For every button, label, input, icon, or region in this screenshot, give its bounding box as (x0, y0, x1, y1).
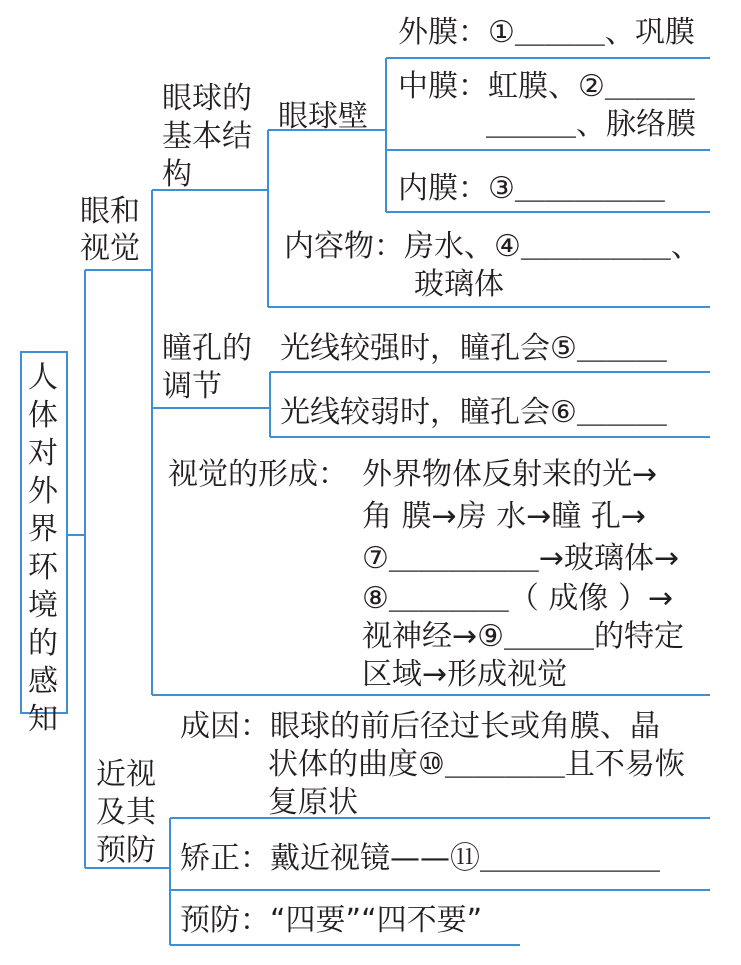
structure-label-2: 基本结 (162, 119, 252, 154)
formation-line: ⑧＿＿＿＿（ 成像 ）→ (362, 581, 674, 616)
structure-label-1: 眼球的 (162, 81, 252, 116)
formation-line: 视神经→⑨＿＿＿的特定 (362, 619, 685, 654)
root-char: 环 (28, 550, 58, 585)
wall-middle-1: 中膜：虹膜、②＿＿＿ (398, 69, 695, 104)
pupil-strong: 光线较强时，瞳孔会⑤＿＿＿ (280, 331, 667, 366)
myopia-cause-1: 成因：眼球的前后径过长或角膜、晶 (180, 709, 660, 744)
pupil-weak: 光线较弱时，瞳孔会⑥＿＿＿ (280, 395, 667, 430)
myopia-correction: 矫正：戴近视镜——⑪＿＿＿＿＿＿ (180, 841, 660, 876)
pupil-label-1: 瞳孔的 (162, 331, 252, 366)
wall-label: 眼球壁 (278, 99, 368, 134)
wall-outer: 外膜：①＿＿＿、巩膜 (398, 15, 695, 50)
myopia-label-3: 预防 (96, 833, 156, 868)
eye-vision-label-2: 视觉 (80, 231, 140, 266)
wall-middle-2: ＿＿＿、脉络膜 (486, 107, 696, 142)
root-char: 对 (28, 436, 58, 471)
myopia-cause-3: 复原状 (268, 785, 358, 820)
myopia-prevention: 预防：“四要”“四不要” (180, 903, 483, 938)
formation-line: ⑦＿＿＿＿＿→玻璃体→ (362, 541, 680, 576)
eye-vision-label-1: 眼和 (80, 194, 140, 229)
structure-label-3: 构 (162, 157, 192, 192)
root-char: 境 (28, 588, 58, 623)
root-char: 体 (28, 398, 58, 433)
formation-line: 角 膜→房 水→瞳 孔→ (362, 499, 647, 534)
root-char: 知 (28, 702, 58, 737)
root-char: 感 (28, 664, 58, 699)
myopia-label-1: 近视 (96, 757, 156, 792)
contents-line-1: 内容物：房水、④＿＿＿＿＿、 (284, 229, 701, 264)
formation-line: 区域→形成视觉 (362, 657, 568, 692)
formation-label: 视觉的形成： (168, 457, 348, 492)
root-char: 人 (28, 360, 58, 395)
root-label (27, 359, 59, 739)
myopia-label-2: 及其 (96, 795, 156, 830)
contents-line-2: 玻璃体 (414, 267, 504, 302)
root-char: 的 (28, 626, 58, 661)
myopia-cause-2: 状体的曲度⑩＿＿＿＿且不易恢 (268, 747, 685, 782)
wall-inner: 内膜：③＿＿＿＿＿ (398, 171, 665, 206)
root-char: 外 (28, 474, 58, 509)
root-char: 界 (28, 512, 58, 547)
pupil-label-2: 调节 (162, 369, 222, 404)
formation-line: 外界物体反射来的光→ (362, 457, 658, 492)
